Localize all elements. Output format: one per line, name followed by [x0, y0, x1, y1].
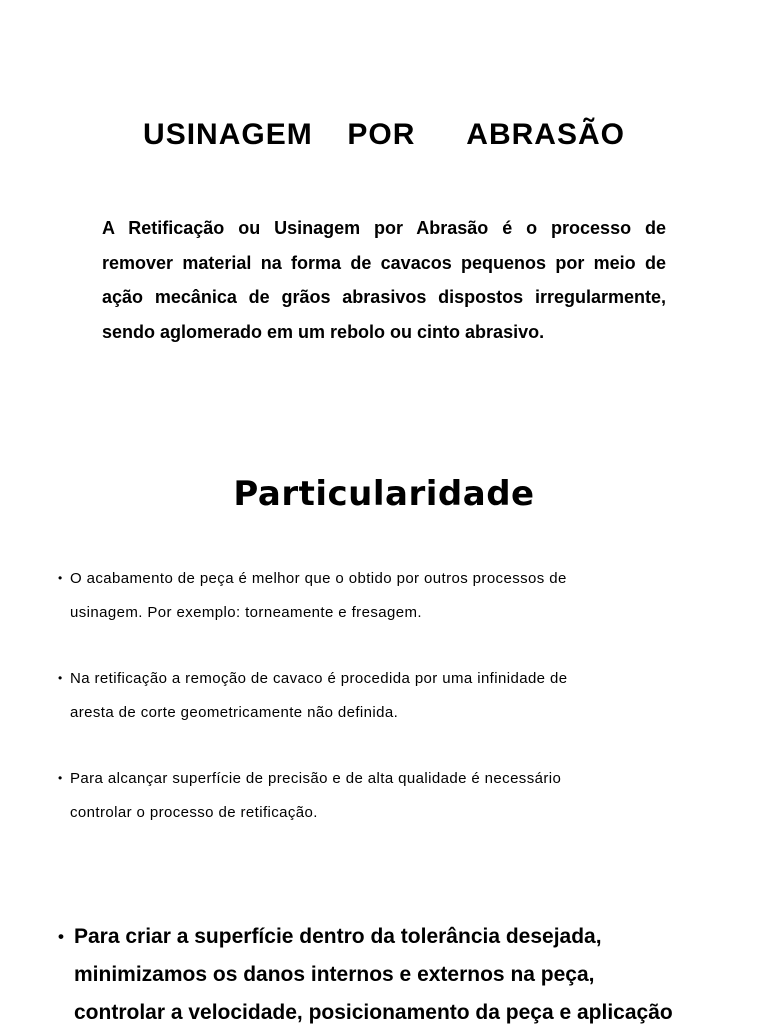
- list-item-line: Para alcançar superfície de precisão e de alta qualidade é necessário: [70, 770, 562, 787]
- intro-line: sendo aglomerado em um rebolo ou cinto abrasivo.: [102, 321, 545, 342]
- bullet-marker: •: [58, 671, 63, 685]
- list-item: [58, 918, 718, 1024]
- intro-line: remover material na forma de cavacos pequenos por meio de: [102, 252, 666, 273]
- intro-paragraph: [102, 211, 666, 349]
- document-title: USINAGEM POR ABRASÃO: [143, 118, 625, 151]
- bullet-marker: •: [58, 771, 63, 785]
- list-item-line: minimizamos os danos internos e externos na peça,: [74, 963, 595, 986]
- list-item-line: usinagem. Por exemplo: torneamente e fresagem.: [70, 603, 422, 621]
- particularity-list: [58, 562, 698, 862]
- list-item-line: Para criar a superfície dentro da tolerância desejada,: [74, 925, 602, 948]
- list-item-line: controlar a velocidade, posicionamento da peça e aplicação: [74, 1001, 673, 1024]
- list-item: [58, 562, 698, 629]
- list-item-line: aresta de corte geometricamente não definida.: [70, 703, 399, 721]
- list-item-line: Na retificação a remoção de cavaco é procedida por uma infinidade de: [70, 670, 568, 687]
- intro-line: ação mecânica de grãos abrasivos dispostos irregularmente,: [102, 287, 666, 307]
- bullet-marker: •: [58, 571, 63, 585]
- list-item: [58, 662, 698, 729]
- intro-line: A Retificação ou Usinagem por Abrasão é o processo de: [102, 218, 666, 238]
- goals-list: [58, 918, 718, 1024]
- list-item-line: controlar o processo de retificação.: [70, 803, 318, 821]
- section-heading: Particularidade: [233, 474, 535, 514]
- list-item-line: O acabamento de peça é melhor que o obtido por outros processos de: [70, 570, 567, 587]
- list-item: [58, 762, 698, 829]
- bullet-marker: •: [58, 927, 64, 946]
